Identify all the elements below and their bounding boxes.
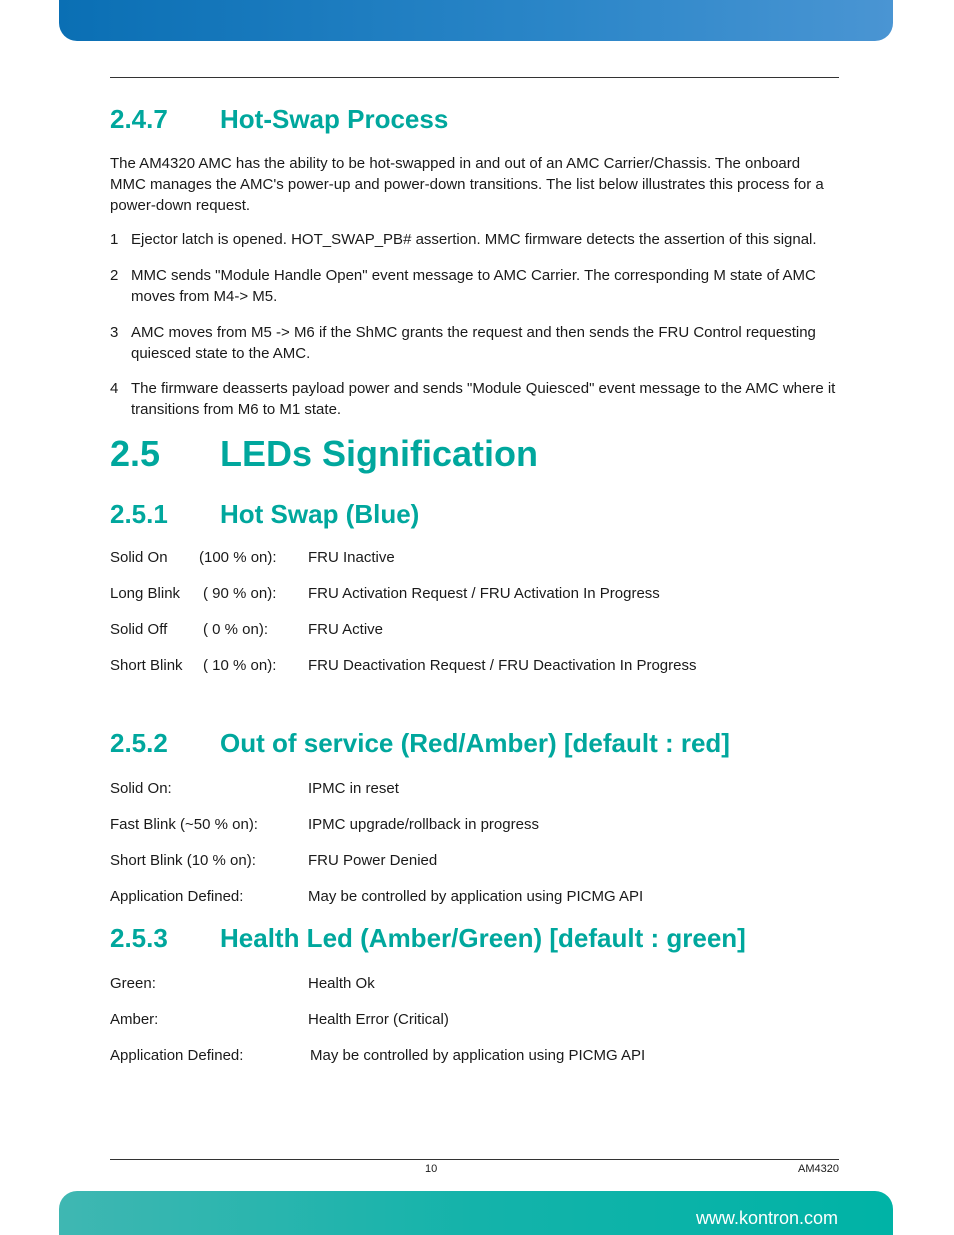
led-meaning: May be controlled by application using PICMG API	[310, 1047, 646, 1064]
heading-title: LEDs Signification	[220, 433, 539, 474]
heading-number: 2.5.3	[110, 923, 168, 953]
led-state-label: Fast Blink (~50 % on):	[110, 816, 258, 833]
led-state-label: Application Defined:	[110, 1047, 244, 1064]
step-text: The firmware deasserts payload power and sends "Module Quiesced" event message to the AMC where it transitions from M6 to M1 state.	[131, 380, 836, 418]
footer-band	[59, 1191, 893, 1235]
led-state-label: Solid On:	[110, 780, 172, 797]
heading-title: Out of service (Red/Amber) [default : red]	[220, 728, 730, 758]
led-state-label: Short Blink	[110, 657, 183, 674]
led-state-label: Amber:	[110, 1011, 159, 1028]
heading-title: Health Led (Amber/Green) [default : green]	[220, 923, 746, 953]
heading-2-5	[110, 434, 538, 474]
led-meaning: Health Ok	[308, 975, 375, 992]
heading-2-5-1	[110, 499, 419, 529]
heading-number: 2.5.1	[110, 499, 168, 529]
heading-title: Hot Swap (Blue)	[220, 499, 420, 529]
led-state-label: Green:	[110, 975, 156, 992]
led-state-label: Application Defined:	[110, 888, 244, 905]
led-meaning: FRU Active	[308, 621, 384, 638]
led-duty-cycle: ( 0 % on):	[203, 621, 269, 638]
led-meaning: IPMC in reset	[308, 780, 399, 797]
led-meaning: IPMC upgrade/rollback in progress	[308, 816, 539, 833]
led-meaning: Health Error (Critical)	[308, 1011, 449, 1028]
led-meaning: FRU Inactive	[308, 549, 395, 566]
led-state-label: Solid On	[110, 549, 168, 566]
led-duty-cycle: ( 10 % on):	[203, 657, 277, 674]
intro-paragraph: The AM4320 AMC has the ability to be hot-swapped in and out of an AMC Carrier/Chassis. The onboard MMC manages the AMC's power-up and power-down transitions. The list below illustrates this process for a power-down request.	[110, 155, 824, 214]
step-number: 3	[110, 324, 119, 341]
heading-number: 2.5.2	[110, 728, 168, 758]
footer-rule	[110, 1159, 839, 1160]
heading-2-5-3	[110, 923, 746, 953]
page-number: 10	[425, 1163, 438, 1175]
header-band	[59, 0, 893, 41]
led-duty-cycle: ( 90 % on):	[203, 585, 277, 602]
led-meaning: FRU Deactivation Request / FRU Deactivation In Progress	[308, 657, 697, 674]
led-meaning: FRU Power Denied	[308, 852, 438, 869]
led-duty-cycle: (100 % on):	[199, 549, 277, 566]
step-text: Ejector latch is opened. HOT_SWAP_PB# assertion. MMC firmware detects the assertion of this signal.	[131, 231, 817, 248]
led-meaning: May be controlled by application using PICMG API	[308, 888, 644, 905]
heading-number: 2.4.7	[110, 104, 168, 134]
heading-2-5-2	[110, 728, 730, 758]
heading-2-4-7	[110, 104, 448, 134]
step-text: MMC sends "Module Handle Open" event message to AMC Carrier. The corresponding M state of AMC moves from M4-> M5.	[131, 267, 816, 305]
website-link[interactable]: www.kontron.com	[695, 1208, 838, 1228]
step-number: 1	[110, 231, 119, 248]
led-state-label: Long Blink	[110, 585, 181, 602]
heading-number: 2.5	[110, 433, 161, 474]
step-number: 4	[110, 380, 119, 397]
header-rule	[110, 77, 839, 78]
led-meaning: FRU Activation Request / FRU Activation In Progress	[308, 585, 660, 602]
step-number: 2	[110, 267, 119, 284]
document-name: AM4320	[798, 1163, 839, 1175]
step-text: AMC moves from M5 -> M6 if the ShMC grants the request and then sends the FRU Control requesting quiesced state to the AMC.	[131, 324, 816, 362]
heading-title: Hot-Swap Process	[220, 104, 449, 134]
led-state-label: Solid Off	[110, 621, 168, 638]
led-state-label: Short Blink (10 % on):	[110, 852, 256, 869]
